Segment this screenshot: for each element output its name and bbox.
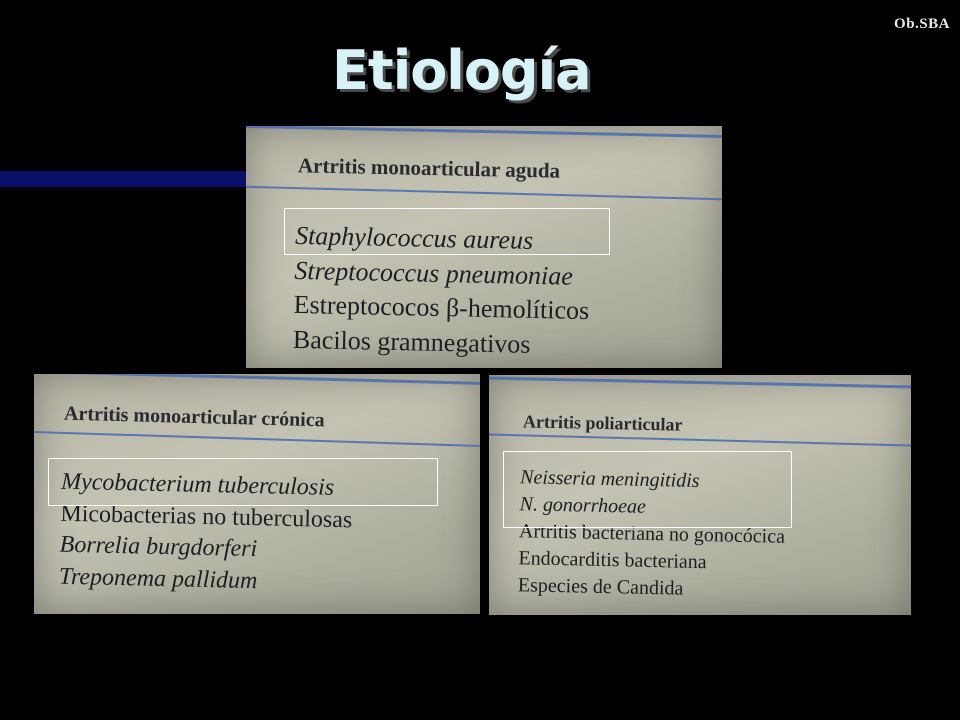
table-rule bbox=[34, 374, 480, 385]
list-item: Micobacterias no tuberculosas bbox=[60, 500, 353, 533]
table-rule bbox=[246, 186, 722, 201]
list-item: Staphylococcus aureus bbox=[294, 220, 534, 255]
panel-heading: Artritis monoarticular crónica bbox=[63, 402, 325, 432]
photo-polyarticular bbox=[489, 375, 911, 615]
table-rule bbox=[246, 126, 722, 138]
list-item: Artritis bacteriana no gonocócica bbox=[518, 520, 786, 548]
list-item: Streptococcus pneumoniae bbox=[294, 255, 574, 291]
table-rule bbox=[489, 433, 911, 447]
slide-title: Etiología bbox=[332, 39, 591, 102]
list-item: Bacilos gramnegativos bbox=[292, 324, 531, 359]
list-item: N. gonorrhoeae bbox=[519, 493, 647, 518]
watermark: Ob.SBA bbox=[894, 16, 950, 32]
photo-acute-monoarticular bbox=[246, 126, 722, 368]
list-item: Treponema pallidum bbox=[58, 563, 258, 594]
list-item: Estreptococos β-hemolíticos bbox=[293, 289, 590, 326]
table-rule bbox=[489, 376, 911, 388]
panel-heading: Artritis poliarticular bbox=[522, 411, 683, 435]
table-rule bbox=[34, 431, 480, 448]
list-item: Borrelia burgdorferi bbox=[59, 531, 258, 563]
accent-bar bbox=[0, 171, 250, 187]
photo-chronic-monoarticular bbox=[34, 374, 480, 614]
highlight-box bbox=[284, 208, 610, 255]
list-item: Especies de Candida bbox=[517, 574, 684, 600]
highlight-box bbox=[503, 451, 792, 528]
list-item: Mycobacterium tuberculosis bbox=[60, 468, 335, 501]
list-item: Neisseria meningitidis bbox=[519, 466, 700, 492]
highlight-box bbox=[48, 458, 438, 506]
panel-heading: Artritis monoarticular aguda bbox=[297, 153, 561, 183]
list-item: Endocarditis bacteriana bbox=[518, 547, 707, 574]
